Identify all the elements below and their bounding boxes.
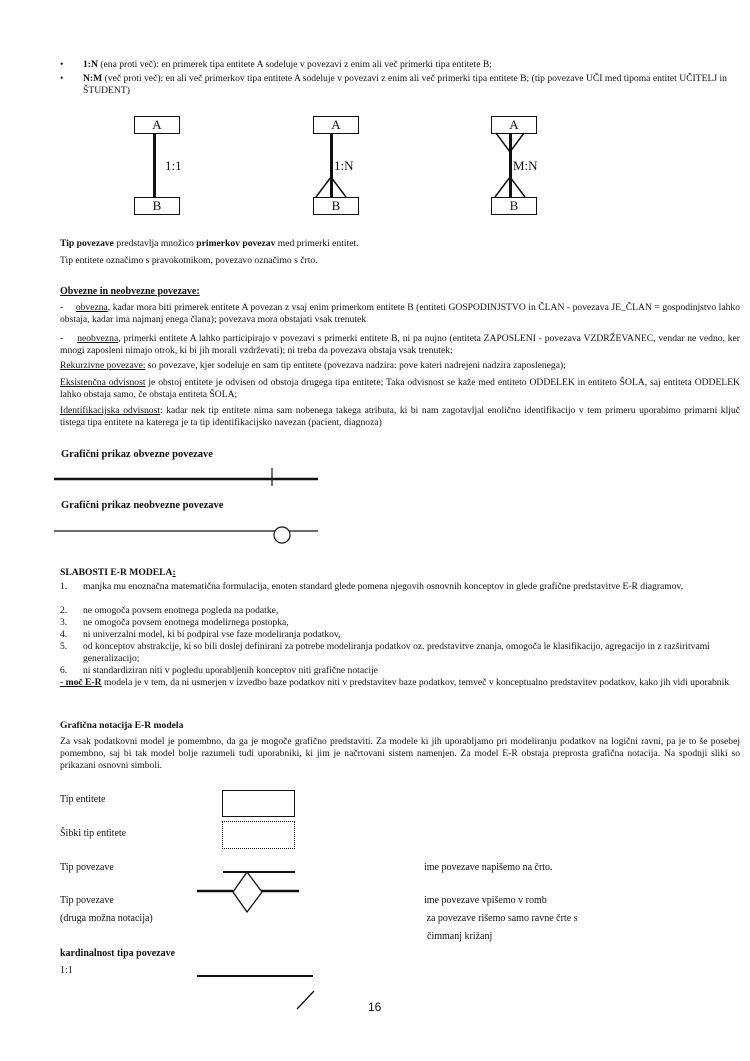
dash-marker: - (60, 302, 64, 313)
alt-notation-note-2: čimmanj križanj (427, 931, 493, 942)
text: modela je v tem, da ni usmerjen v izvedbo baze podatkov niti v predstavitev baze podatkov, temveč v konceptualno predstavitev podatkov, kako jih vidi uporabnik (101, 677, 730, 688)
bullet-text: (ena proti več): en primerek tipa entitete A sodeluje v povezavi z enim ali več primerki tipa entitete B; (97, 59, 492, 70)
cardinality-1-1-label: 1:1 (60, 965, 73, 976)
alt-notation-note-1: za povezave rišemo samo ravne črte s (424, 913, 578, 924)
text: med primerki entitet. (275, 238, 359, 249)
optional-graphic-title: Grafični prikaz neobvezne povezave (61, 500, 224, 511)
item-text: ni univerzalni model, ki bi podpiral vse faze modeliranja podatkov, (83, 629, 341, 640)
symbol-label-weak-entity: Šibki tip entitete (60, 828, 127, 839)
item-text: ni standardiziran niti v pogledu uporabljenih konceptov niti grafične notacije (83, 665, 378, 676)
heading-text: SLABOSTI E-R MODELA (60, 567, 173, 578)
crows-foot-bottom-icon (495, 176, 525, 198)
bullet-text: (več proti več): en ali več primerkov tipa entitete A sodeluje v povezavi z enim ali več primerki tipa entitete B; (tip povezave UČI med tipoma entitet UČITELJ in ŠTUDENT) (83, 73, 727, 96)
term: - moč E-R (60, 677, 102, 688)
dash-marker: - (60, 333, 64, 344)
item-number: 2. (60, 605, 68, 616)
text: , primerki entitete A lahko participirajo v povezavi s primerki entitete B, ni pa nujno (entiteta ZAPOSLENI - povezava VZDRŽEVANEC, vendar ne vedno, ker mnogi zaposleni nimajo otrok, ki bi jih morali vzdrževati); ni treba da povezava obstaja vsak trenutek; (60, 333, 741, 356)
entity-rectangle-icon (222, 790, 295, 817)
mandatory-graphic-title: Grafični prikaz obvezne povezave (61, 449, 213, 460)
text: predstavlja množico (113, 238, 197, 249)
definition-notation: Tip entitete označimo s pravokotnikom, povezavo označimo s črto. (60, 255, 318, 266)
entity-box-a: A (491, 116, 537, 134)
item-identification (60, 405, 740, 429)
symbol-label-entity: Tip entitete (60, 794, 106, 805)
item-number: 1. (60, 581, 68, 592)
alt-notation-label: (druga možna notacija) (60, 913, 153, 924)
item-number: 6. (60, 665, 68, 676)
entity-box-a: A (134, 116, 180, 134)
relationship-diamond-icon (197, 872, 299, 916)
symbol-label-relationship: Tip povezave (60, 862, 114, 873)
cardinality-label: M:N (513, 158, 538, 173)
crows-foot-icon (316, 176, 346, 198)
entity-box-b: B (313, 197, 359, 215)
text: so povezave, kjer sodeluje en sam tip entitete (povezava nadzira: pove kateri nadrejeni nadzira zaposlenega); (145, 360, 566, 371)
diagonal-stroke-icon (296, 989, 316, 1011)
term: Identifikacijska odvisnost (60, 405, 161, 416)
heading-colon: : (172, 567, 176, 578)
item-number: 4. (60, 629, 68, 640)
cardinality-heading: kardinalnost tipa povezave (60, 948, 176, 959)
crows-foot-top-icon (496, 133, 526, 153)
item-text: manjka mu enoznačna matematična formulacija, enoten standard glede pomena njegovih osnovnih konceptov in glede grafične predstavitve E-R diagramov, (83, 581, 684, 592)
text: je obstoj entitete je odvisen od obstoja drugega tipa entitete; Taka odvisnost se kaže med entiteto ODDELEK in entiteto ŠOLA, saj entiteta ODDELEK lahko obstaja samo, če obstaja entiteta ŠOLA; (60, 377, 740, 400)
bullet-term: N:M (83, 73, 103, 84)
optional-line-icon (54, 522, 320, 546)
weak-entity-rectangle-icon (222, 821, 295, 849)
term: Eksistenčna odvisnost (60, 377, 146, 388)
cardinality-label: 1:1 (165, 158, 182, 173)
weaknesses-heading (60, 567, 176, 579)
text: , kadar mora biti primerek entitete A povezan z vsaj enim primerkom entitete B (entiteti GOSPODINJSTVO in ČLAN - povezava JE_ČLAN = gospodinjstvo lahko obstaja, kadar ima najmanj enega člana); povezava mora obstajati vsak trenutek (60, 302, 740, 325)
notation-paragraph: Za vsak podatkovni model je pomembno, da ga je mogoče grafično predstaviti. Za modele ki jih uporabljamo pri modeliranju podatkov na logični ravni, pa je to še posebej pomembno, saj bi tak model bolje razumeli tudi uporabniki, ki jim je načrtovani sistem namenjen. Za model E-R obstaja preprosta grafična notacija. Na spodnji sliki so prikazani osnovni simboli. (60, 736, 740, 771)
item-existential (60, 377, 740, 401)
entity-box-a: A (313, 116, 359, 134)
relationship-line (153, 134, 156, 198)
er-strength (60, 677, 740, 689)
term: Tip povezave (60, 238, 114, 249)
term: obvezna (75, 302, 108, 313)
item-text: ne omogoča povsem enotnega modelirnega postopka, (83, 617, 289, 628)
term: Rekurzivne povezave: (60, 360, 146, 371)
term: neobvezna (77, 333, 119, 344)
text: : kadar nek tip entitete nima sam nobenega takega atributa, ki bi nam zagotavljal enolično identifikacijo v tem primeru uporabimo primarni ključ tistega tipa entitete na katerega je ta tip identifikacijsko navezan (pacient, diagnoza) (60, 405, 740, 428)
mandatory-line-icon (54, 466, 320, 486)
bullet-icon: • (60, 73, 64, 84)
item-number: 3. (60, 617, 68, 628)
item-recursive (60, 360, 740, 372)
entity-box-b: B (491, 197, 537, 215)
item-optional (60, 333, 740, 357)
page-number: 16 (368, 1000, 382, 1014)
symbol-label-relationship-alt: Tip povezave (60, 895, 114, 906)
item-text: od konceptov abstrakcije, ki so bili doslej definirani za potrebe modeliranja podatkov oz. predstavitve znanja, omogoča le klasifikacijo, agregacijo in z razširitvami generalizacijo; (83, 641, 710, 664)
symbol-note-relationship-alt: ime povezave vpišemo v romb (424, 895, 547, 906)
cardinality-line-icon (197, 975, 313, 977)
notation-heading: Grafična notacija E-R modela (60, 720, 184, 731)
item-text: ne omogoča povsem enotnega pogleda na podatke, (83, 605, 279, 616)
bullet-icon: • (60, 59, 64, 70)
definition-relationship-type (60, 238, 359, 250)
symbol-note-relationship: ime povezave napišemo na črto. (424, 862, 553, 873)
item-number: 5. (60, 641, 68, 652)
item-mandatory (60, 302, 740, 326)
cardinality-label: 1:N (334, 158, 354, 173)
section-heading-mandatory: Obvezne in neobvezne povezave: (60, 286, 200, 297)
entity-box-b: B (134, 197, 180, 215)
term: primerkov povezav (196, 238, 276, 249)
bullet-term: 1:N (83, 59, 98, 70)
